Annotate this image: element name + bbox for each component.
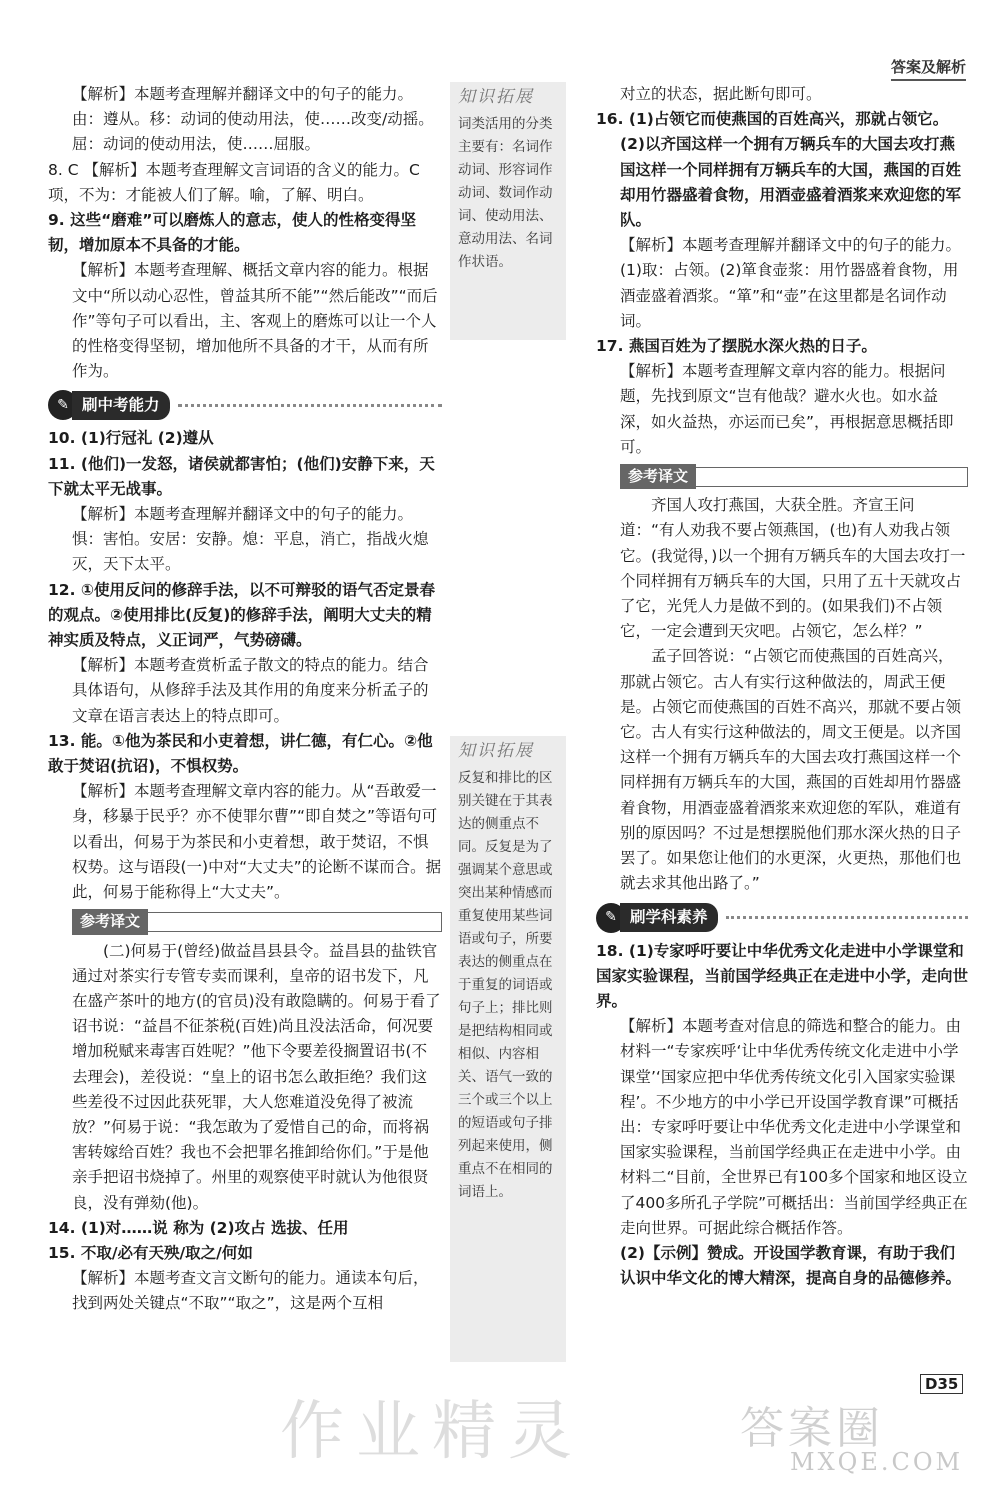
left-column: [48, 82, 442, 1317]
section-title: 刷学科素养: [620, 903, 718, 932]
reference-translation-label: 参考译文: [620, 464, 968, 489]
answer-15-analysis: 【解析】本题考查文言文断句的能力。通读本句后，找到两处关键点“不取”“取之”，这是两个互相: [72, 1269, 429, 1313]
answer-13-analysis: 【解析】本题考查理解文章内容的能力。从“吾敢爱一身，移暴于民乎？亦不使罪尔曹”“即自焚之”等语句可以看出，何易于为茶民和小吏着想，敢于焚诏，不惧权势。这与语段(一)中对“大丈夫”的论断不谋而合。据此，何易于能称得上“大丈夫”。: [72, 782, 442, 902]
answer-18-2: (2)【示例】赞成。开设国学教育课，有助于我们认识中华文化的博大精深，提高自身的品德修养。: [620, 1243, 962, 1288]
answer-12-analysis: 【解析】本题考查赏析孟子散文的特点的能力。结合具体语句，从修辞手法及其作用的角度来分析孟子的文章在语言表达上的特点即可。: [72, 656, 429, 725]
watermark: 答案圈: [740, 1403, 884, 1454]
watermark: 作业精灵: [280, 1395, 584, 1469]
knowledge-note-1: 知识拓展 词类活用的分类主要有：名词作动词、形容词作动词、数词作动词、使动用法、意动用法、名词作状语。: [450, 82, 566, 340]
answer-12: 12. ①使用反问的修辞手法，以不可辩驳的语气否定景春的观点。②使用排比(反复)的修辞手法，阐明大丈夫的精神实质及特点，义正词严，气势磅礴。: [48, 580, 435, 650]
answer-11: 11. (他们)一发怒，诸侯就都害怕；(他们)安静下来，天下就太平无战事。: [48, 454, 435, 498]
answer-17: 17. 燕国百姓为了摆脱水深火热的日子。: [596, 337, 877, 356]
answer-18-analysis: 【解析】本题考查对信息的筛选和整合的能力。由材料一“专家疾呼‘让中华优秀传统文化走进中小学课堂’‘国家应把中华优秀传统文化引入国家实验课程’。不少地方的中小学已开设国学教育课”可概括出：专家呼吁要让中华优秀文化走进中小学课堂和国家实验课程，当前国学经典正在走进中小学。由材料二“目前，全世界已有100多个国家和地区设立了400多所孔子学院”可概括出：当前国学经典正在走向世界。可据此综合概括作答。: [620, 1017, 968, 1237]
answer-14: 14. (1)对……说 称为 (2)攻占 选拔、任用: [48, 1218, 349, 1237]
page-header: 答案及解析: [891, 56, 966, 81]
answer-15: 15. 不取/必有天殃/取之/何如: [48, 1243, 253, 1262]
answer-9-analysis: 【解析】本题考查理解、概括文章内容的能力。根据文中“所以动心忍性，曾益其所不能”“然后能改”“而后作”等句子可以看出，主、客观上的磨炼可以让一个人的性格变得坚韧，增加他所不具备的才干，从而有所作为。: [72, 261, 438, 381]
section-exam-ability: [48, 390, 442, 420]
answer-9: 9. 这些“磨难”可以磨炼人的意志，使人的性格变得坚韧，增加原本不具备的才能。: [48, 211, 416, 255]
watermark-url: MXQE.COM: [790, 1448, 964, 1476]
answer-16-1: 16. (1)占领它而使燕国的百姓高兴，那就占领它。: [596, 110, 949, 129]
dotted-divider: [726, 916, 968, 919]
reference-translation-label: 参考译文: [72, 909, 442, 934]
answer-11-analysis: 【解析】本题考查理解并翻译文中的句子的能力。惧：害怕。安居：安静。熄：平息，消亡，指战火熄灭，天下太平。: [72, 505, 429, 574]
section-subject-literacy: [596, 903, 968, 933]
book-icon: ✎: [596, 903, 626, 933]
answer-8: 8. C 【解析】本题考查理解文言词语的含义的能力。C项，不为：才能被人们了解。喻，了解、明白。: [48, 160, 420, 204]
right-column: [596, 82, 968, 1291]
answer-analysis: 【解析】本题考查理解并翻译文中的句子的能力。由：遵从。移：动词的使动用法，使……改变/动摇。屈：动词的使动用法，使……屈服。: [72, 85, 434, 154]
dotted-divider: [178, 404, 442, 407]
translation-paragraph-2: 孟子回答说：“占领它而使燕国的百姓高兴，那就占领它。古人有实行这种做法的，周武王便是。占领它而使燕国的百姓不高兴，那就不要占领它。古人有实行这种做法的，周文王便是。以齐国这样一个拥有万辆兵车的大国去攻打燕国这样一个同样拥有万辆兵车的大国，燕国的百姓却用竹器盛着食物，用酒壶盛着酒浆来欢迎您的军队，难道有别的原因吗？不过是想摆脱他们那水深火热的日子罢了。如果您让他们的水更深，火更热，那他们也就去求其他出路了。”: [620, 647, 962, 893]
answer-17-analysis: 【解析】本题考查理解文章内容的能力。根据问题，先找到原文“岂有他哉？避水火也。如水益深，如火益热，亦运而已矣”，再根据意思概括即可。: [620, 362, 954, 456]
book-icon: ✎: [48, 390, 78, 420]
page-number: D35: [920, 1374, 963, 1394]
translation-text: (二)何易于(曾经)做益昌县县令。益昌县的盐铁官通过对茶实行专管专卖而课利，皇帝的诏书发下，凡在盛产茶叶的地方(的官员)没有敢隐瞒的。何易于看了诏书说：“益昌不征茶税(百姓)尚且没法活命，何况要增加税赋来毒害百姓呢？”他下令要差役搁置诏书(不去理会)，差役说：“皇上的诏书怎么敢拒绝？我们这些差役不过因此获死罪，大人您难道没免得了被流放？”何易于说：“我怎敢为了爱惜自己的命，而将祸害转嫁给百姓？我也不会把罪名推卸给你们。”于是他亲手把诏书烧掉了。州里的观察使平时就认为他很贤良，没有弹劾(他)。: [72, 941, 441, 1212]
answer-15-continued: 对立的状态，据此断句即可。: [620, 85, 822, 103]
answer-10: 10. (1)行冠礼 (2)遵从: [48, 429, 214, 448]
section-title: 刷中考能力: [72, 391, 170, 420]
answer-18-1: 18. (1)专家呼吁要让中华优秀文化走进中小学课堂和国家实验课程，当前国学经典正在走进中小学，走向世界。: [596, 941, 969, 1010]
knowledge-note-2: 知识拓展 反复和排比的区别关键在于其表达的侧重点不同。反复是为了强调某个意思或突出某种情感而重复使用某些词语或句子，所要表达的侧重点在于重复的词语或句子上；排比则是把结构相同或相似、内容相关、语气一致的三个或三个以上的短语或句子排列起来使用，侧重点不在相同的词语上。: [450, 736, 566, 1362]
translation-paragraph-1: 齐国人攻打燕国，大获全胜。齐宣王问道：“有人劝我不要占领燕国，(也)有人劝我占领它。(我觉得，)以一个拥有万辆兵车的大国去攻打一个同样拥有万辆兵车的大国，只用了五十天就攻占了它，光凭人力是做不到的。(如果我们)不占领它，一定会遭到天灾吧。占领它，怎么样？”: [620, 496, 966, 641]
answer-13: 13. 能。①他为茶民和小吏着想，讲仁德，有仁心。②他敢于焚诏(抗诏)，不惧权势。: [48, 731, 433, 776]
answer-16-2: (2)以齐国这样一个拥有万辆兵车的大国去攻打燕国这样一个同样拥有万辆兵车的大国，燕国的百姓却用竹器盛着食物，用酒壶盛着酒浆来欢迎您的军队。: [620, 135, 962, 230]
answer-16-analysis: 【解析】本题考查理解并翻译文中的句子的能力。(1)取：占领。(2)箪食壶浆：用竹器盛着食物，用酒壶盛着酒浆。“箪”和“壶”在这里都是名词作动词。: [620, 236, 962, 330]
